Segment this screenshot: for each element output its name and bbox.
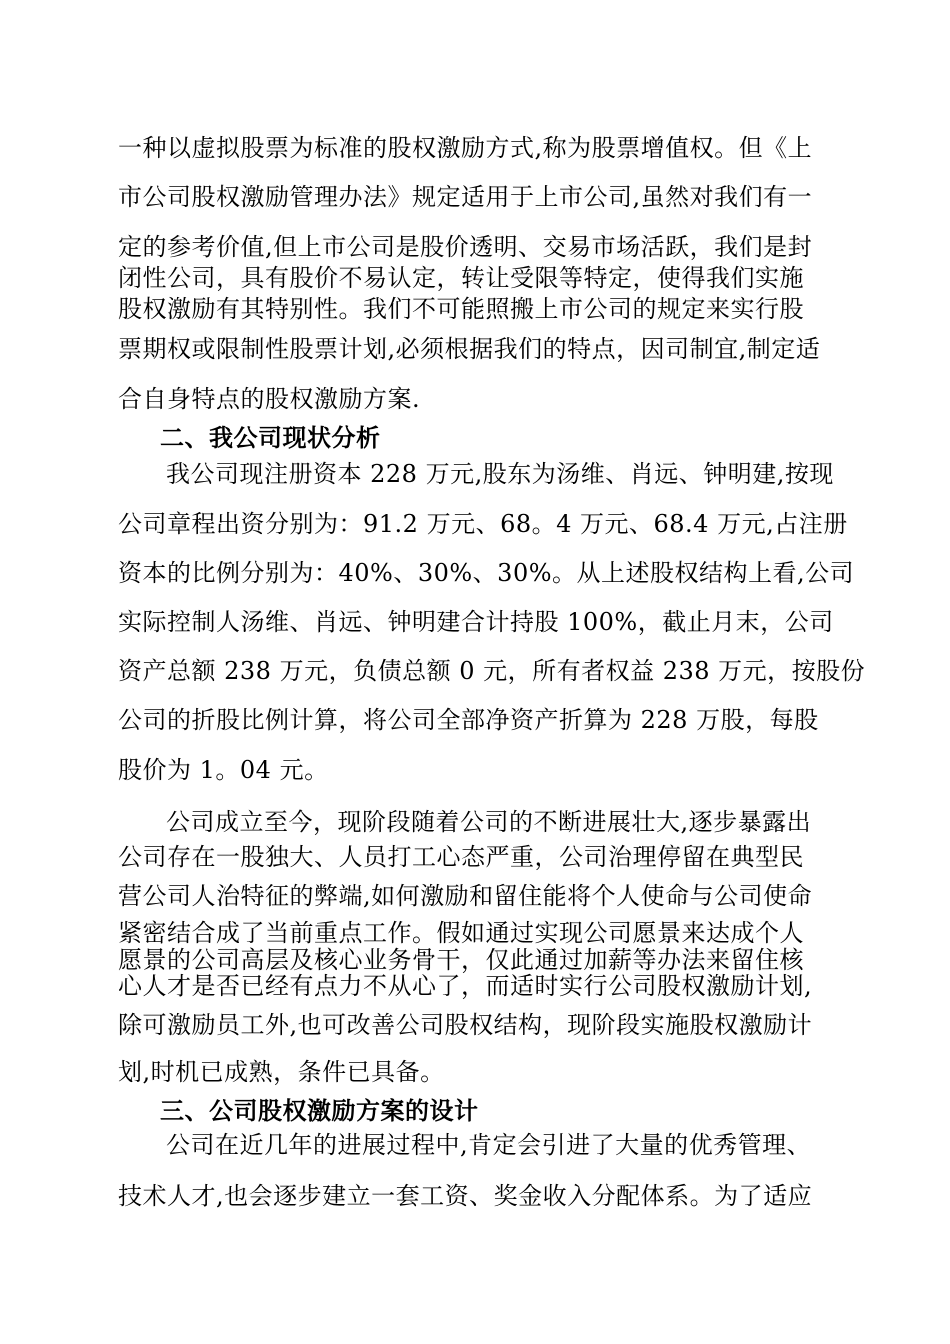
text-line: 营公司人治特征的弊端,如何激励和留住能将个人使命与公司使命 bbox=[118, 882, 813, 910]
section-heading: 二、我公司现状分析 bbox=[160, 423, 381, 452]
text-line: 愿景的公司高层及核心业务骨干，仅此通过加薪等办法来留住核 bbox=[118, 946, 804, 974]
text-line: 资本的比例分别为：40%、30%、30%。从上述股权结构上看,公司 bbox=[118, 559, 855, 587]
text-line: 公司章程出资分别为：91.2 万元、68。4 万元、68.4 万元,占注册 bbox=[118, 510, 848, 538]
text-line: 公司在近几年的进展过程中,肯定会引进了大量的优秀管理、 bbox=[166, 1131, 812, 1159]
text-line: 定的参考价值,但上市公司是股价透明、交易市场活跃，我们是封 bbox=[118, 233, 813, 261]
text-line: 实际控制人汤维、肖远、钟明建合计持股 100%，截止月末，公司 bbox=[118, 608, 834, 636]
text-line: 合自身特点的股权激励方案. bbox=[118, 385, 421, 413]
text-line: 票期权或限制性股票计划,必须根据我们的特点，因司制宜,制定适 bbox=[118, 335, 821, 363]
text-line: 技术人才,也会逐步建立一套工资、奖金收入分配体系。为了适应 bbox=[118, 1182, 813, 1210]
text-line: 市公司股权激励管理办法》规定适用于上市公司,虽然对我们有一 bbox=[118, 183, 813, 211]
text-line: 除可激励员工外,也可改善公司股权结构，现阶段实施股权激励计 bbox=[118, 1011, 813, 1039]
text-line: 资产总额 238 万元，负债总额 0 元，所有者权益 238 万元，按股份 bbox=[118, 657, 866, 685]
text-line: 心人才是否已经有点力不从心了，而适时实行公司股权激励计划, bbox=[118, 972, 813, 1000]
text-line: 股权激励有其特别性。我们不可能照搬上市公司的规定来实行股 bbox=[118, 295, 804, 323]
text-line: 股价为 1。04 元。 bbox=[118, 756, 329, 784]
text-line: 紧密结合成了当前重点工作。假如通过实现公司愿景来达成个人 bbox=[118, 919, 804, 947]
text-line: 公司的折股比例计算，将公司全部净资产折算为 228 万股，每股 bbox=[118, 706, 819, 734]
text-line: 划,时机已成熟，条件已具备。 bbox=[118, 1058, 445, 1086]
text-line: 公司成立至今，现阶段随着公司的不断进展壮大,逐步暴露出 bbox=[166, 808, 812, 836]
text-line: 一种以虚拟股票为标准的股权激励方式,称为股票增值权。但《上 bbox=[118, 134, 813, 162]
text-line: 闭性公司，具有股价不易认定，转让受限等特定，使得我们实施 bbox=[118, 264, 804, 292]
section-heading: 三、公司股权激励方案的设计 bbox=[160, 1096, 479, 1125]
text-line: 公司存在一股独大、人员打工心态严重，公司治理停留在典型民 bbox=[118, 843, 804, 871]
text-line: 我公司现注册资本 228 万元,股东为汤维、肖远、钟明建,按现 bbox=[166, 460, 834, 488]
